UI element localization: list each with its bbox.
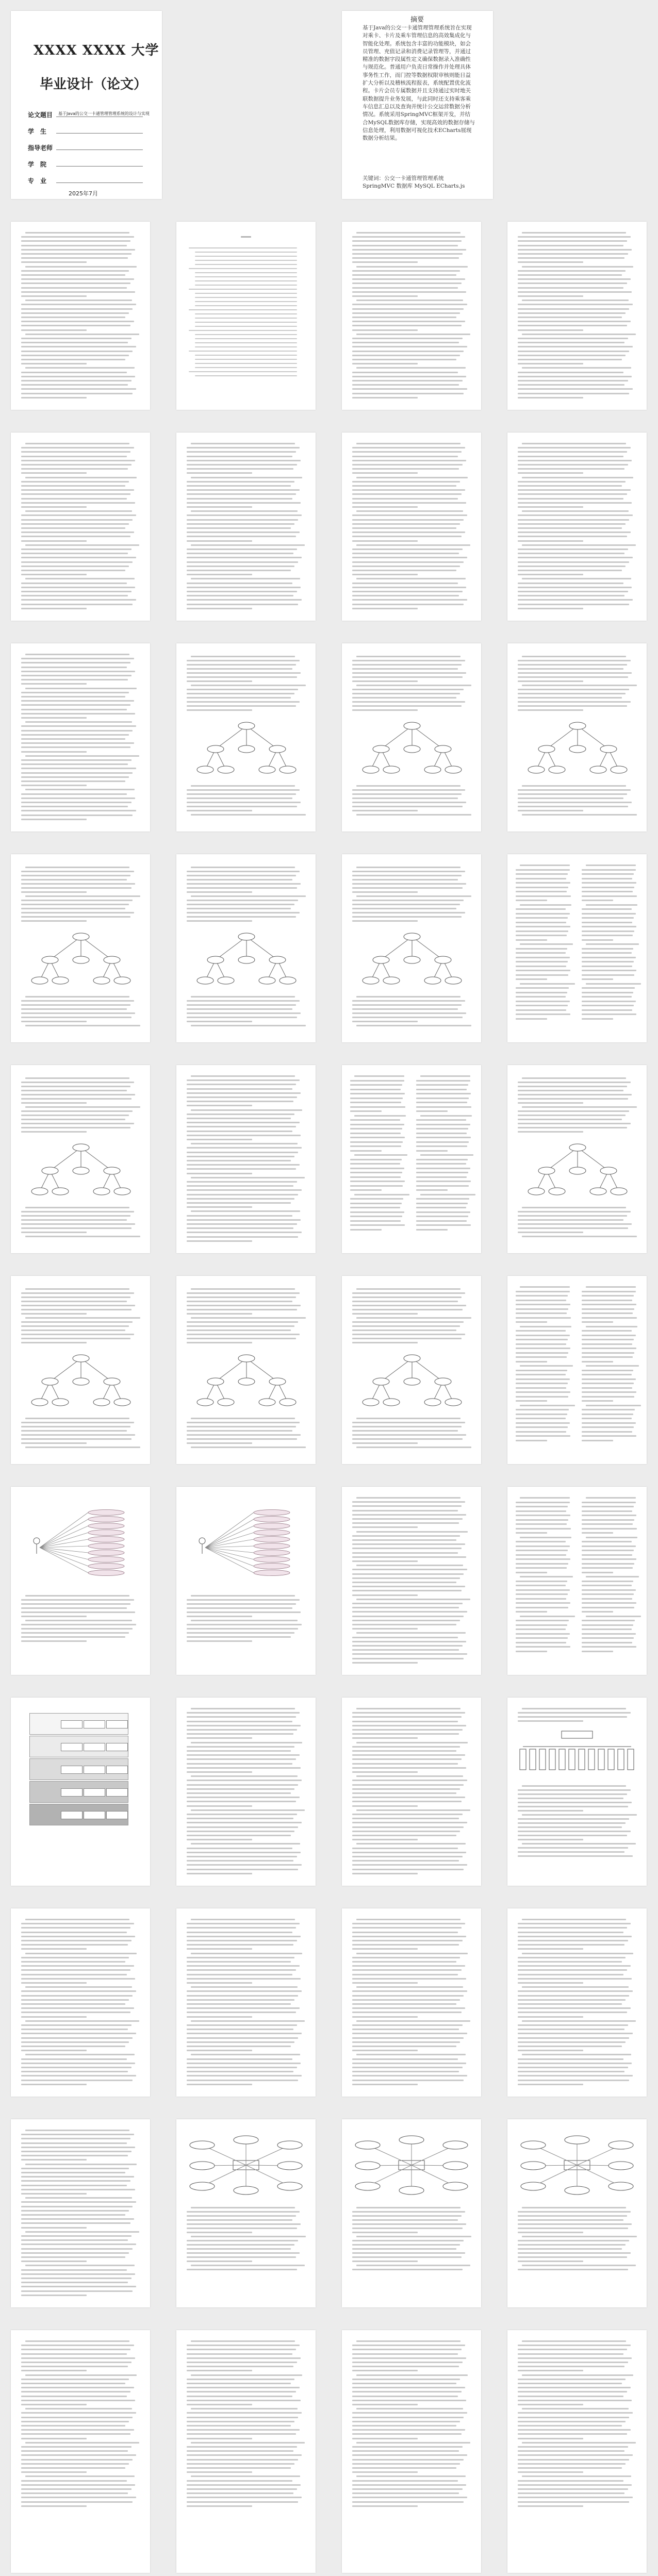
document-page-thumbnail[interactable] (342, 643, 481, 832)
field-label-college: 学 院 (28, 161, 47, 168)
cover-date: 2025年7月 (69, 190, 98, 197)
module-tree-diagram (195, 1353, 298, 1410)
abstract-page (342, 11, 493, 199)
document-page-thumbnail[interactable] (176, 2330, 316, 2573)
document-page-thumbnail[interactable] (11, 854, 150, 1042)
field-label-title: 论文题目 (28, 111, 53, 119)
document-page-thumbnail[interactable] (176, 1908, 316, 2097)
module-tree-diagram (29, 1353, 133, 1410)
module-tree-diagram (360, 932, 464, 988)
document-page-thumbnail[interactable] (342, 1487, 481, 1675)
use-case-diagram (187, 1507, 300, 1585)
document-page-thumbnail[interactable] (342, 2330, 481, 2573)
document-page-thumbnail[interactable] (342, 433, 481, 621)
module-tree-diagram (360, 1353, 464, 1410)
field-label-major: 专 业 (28, 177, 47, 185)
document-page-thumbnail[interactable] (342, 2119, 481, 2307)
document-page-thumbnail[interactable] (507, 643, 647, 832)
er-attribute-diagram (518, 2135, 636, 2197)
abstract-body: 基于Java的公交一卡通管理管理系统旨在实现对乘卡、卡片及乘车管理信息的高效集成化与智能化处理。系统包含丰富的功能模块，如会员管理、充值记录和消费记录管理等，并通过精准的数据字段属性定义确保数据录入准确性与规范化。普通用户负责日常操作并处理具体事务性工作，而门控等数据权限审核则能日益扩大分析以及稽核流程报表，系统配置优化流程。卡片会员专属数据并且支持通过实时地关联数据提升业务发展，与此同时还支持乘客乘车信息汇总以及查询并统计公交运营数据分析情况。系统采用SpringMVC框架开发，并结合MySQL数据库存储，实现高效的数据存储与信息处理，利用数据可视化技术ECharts展现数据分析结果。 (363, 25, 475, 142)
document-page-thumbnail[interactable] (507, 1698, 647, 1886)
document-page-thumbnail[interactable] (507, 2330, 647, 2573)
document-page-thumbnail[interactable] (507, 433, 647, 621)
module-tree-diagram (195, 721, 298, 777)
document-page-thumbnail[interactable] (11, 1698, 150, 1886)
document-page-thumbnail[interactable] (342, 1276, 481, 1464)
document-page-thumbnail[interactable] (176, 1276, 316, 1464)
module-tree-diagram (29, 1142, 133, 1199)
document-page-thumbnail[interactable] (176, 1065, 316, 1253)
document-page-thumbnail[interactable] (176, 222, 316, 410)
thesis-type: 毕业设计（论文） (40, 77, 147, 92)
document-page-thumbnail[interactable] (176, 433, 316, 621)
document-page-thumbnail[interactable] (507, 1065, 647, 1253)
module-tree-diagram (360, 721, 464, 777)
document-page-thumbnail[interactable] (507, 2119, 647, 2307)
document-page-thumbnail[interactable] (176, 854, 316, 1042)
document-page-thumbnail[interactable] (342, 1908, 481, 2097)
document-page-thumbnail[interactable] (507, 1908, 647, 2097)
document-page-thumbnail[interactable] (507, 1487, 647, 1675)
document-page-thumbnail[interactable] (11, 222, 150, 410)
document-page-thumbnail[interactable] (11, 1487, 150, 1675)
document-page-thumbnail[interactable] (342, 1065, 481, 1253)
architecture-diagram (29, 1713, 127, 1826)
module-tree-diagram (195, 932, 298, 988)
cover-page (11, 11, 162, 199)
document-page-thumbnail[interactable] (507, 854, 647, 1042)
document-page-thumbnail[interactable] (342, 854, 481, 1042)
er-attribute-diagram (352, 2135, 471, 2197)
module-tree-diagram (526, 721, 629, 777)
document-page-thumbnail[interactable] (11, 2119, 150, 2307)
field-value-title: 基于Java的公交一卡通管理管理系统的设计与实现 (58, 111, 150, 116)
document-page-thumbnail[interactable] (11, 433, 150, 621)
field-label-student: 学 生 (28, 128, 47, 135)
document-page-thumbnail[interactable] (11, 2330, 150, 2573)
function-structure-diagram (518, 1729, 636, 1775)
document-page-thumbnail[interactable] (11, 643, 150, 832)
university-name: XXXX XXXX 大学 (34, 43, 159, 58)
document-page-thumbnail[interactable] (11, 1276, 150, 1464)
document-page-thumbnail[interactable] (507, 222, 647, 410)
document-page-thumbnail[interactable] (176, 1487, 316, 1675)
document-page-thumbnail[interactable] (507, 1276, 647, 1464)
er-attribute-diagram (187, 2135, 305, 2197)
abstract-keywords: 关键词：公交一卡通管理管理系统 SpringMVC 数据库 MySQL ECharts.js (363, 175, 465, 190)
document-page-thumbnail[interactable] (11, 1065, 150, 1253)
document-page-thumbnail[interactable] (11, 1908, 150, 2097)
module-tree-diagram (526, 1142, 629, 1199)
abstract-heading: 摘要 (410, 16, 424, 24)
use-case-diagram (21, 1507, 135, 1585)
document-page-thumbnail[interactable] (342, 222, 481, 410)
field-label-advisor: 指导老师 (28, 144, 53, 152)
document-page-thumbnail[interactable] (176, 2119, 316, 2307)
document-page-thumbnail[interactable] (176, 643, 316, 832)
module-tree-diagram (29, 932, 133, 988)
document-page-thumbnail[interactable] (342, 1698, 481, 1886)
document-page-thumbnail[interactable] (176, 1698, 316, 1886)
